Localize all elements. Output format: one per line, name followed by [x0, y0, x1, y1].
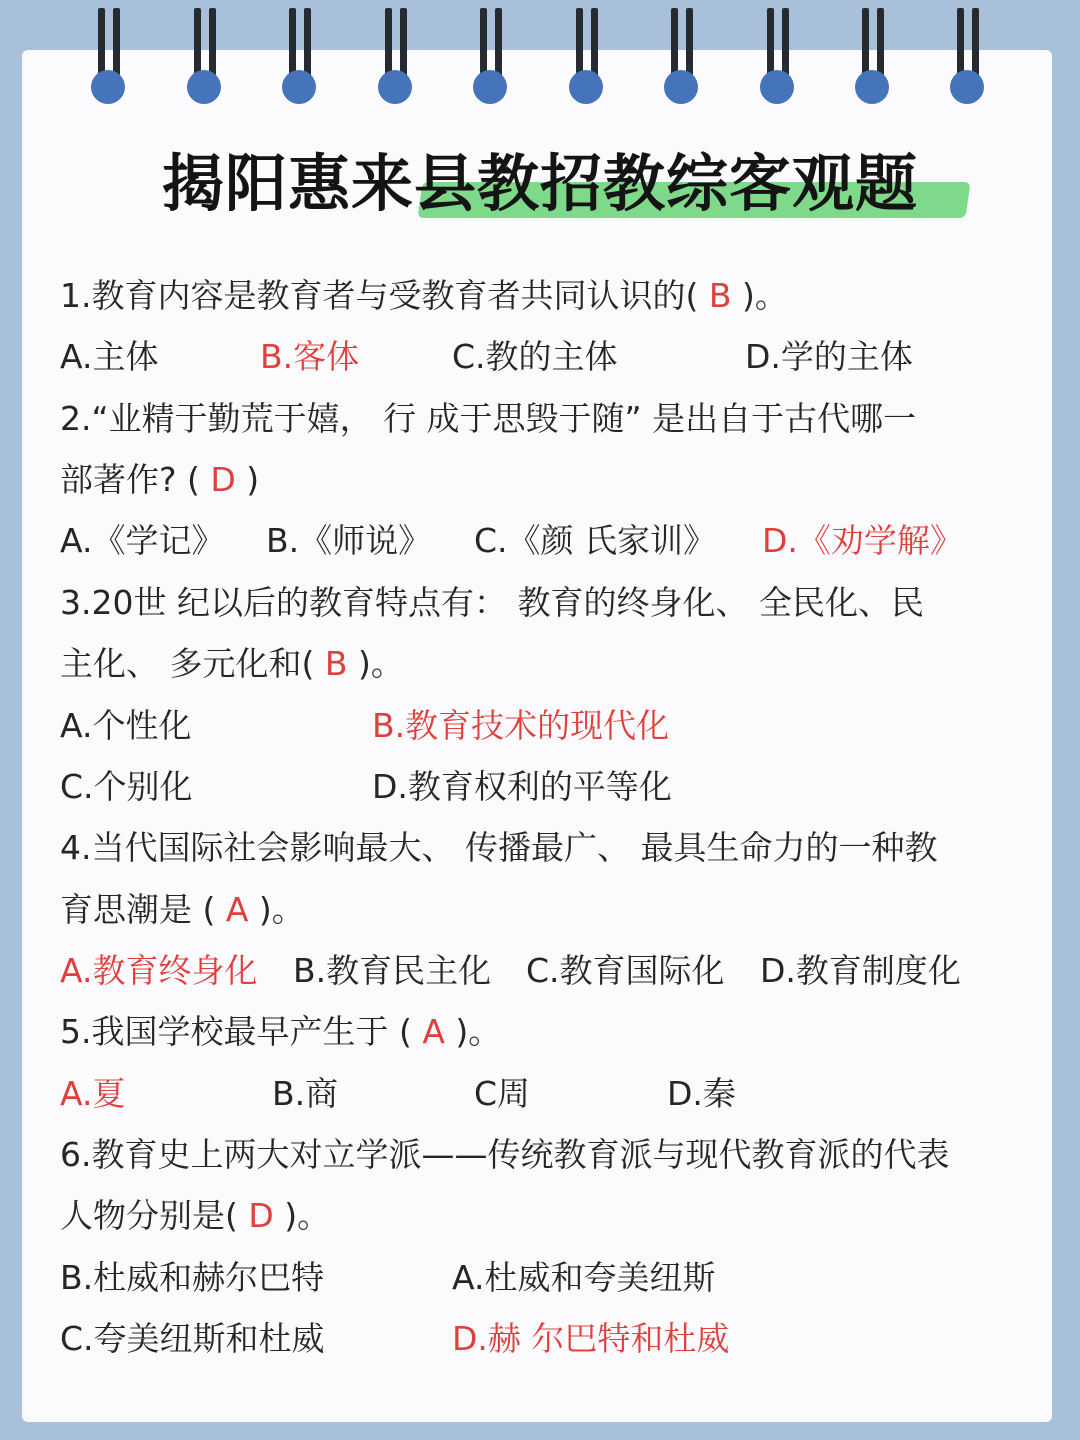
binder-ring — [89, 8, 129, 104]
q1-option-c: C.教的主体 — [452, 337, 618, 376]
answer-letter: B — [324, 644, 348, 683]
q4-option-b: B.教育民主化 — [293, 951, 492, 990]
question-text: )。 — [731, 276, 788, 315]
binder-ring — [280, 8, 320, 104]
question-text: 1.教育内容是教育者与受教育者共同认识的( — [60, 276, 709, 315]
binder-ring — [471, 8, 511, 104]
q6-option-4: D.赫 尔巴特和杜威 — [452, 1319, 730, 1358]
q5-option-d: D.秦 — [667, 1074, 736, 1113]
question-text: )。 — [347, 644, 404, 683]
page-title: 揭阳惠来县教招教综客观题 — [161, 147, 918, 220]
question-text: 5.我国学校最早产生于 ( — [60, 1012, 423, 1051]
binder-ring — [567, 8, 607, 104]
question-text: )。 — [444, 1012, 502, 1051]
question-text: )。 — [248, 890, 305, 929]
binder-ring — [758, 8, 798, 104]
q6-option-3: C.夸美纽斯和杜威 — [60, 1319, 325, 1358]
question-2-stem-line1: 2.“业精于勤荒于嬉， 行 成于思毁于随” 是出自于古代哪一 — [60, 399, 917, 438]
q1-option-a: A.主体 — [60, 337, 159, 376]
title-area — [0, 140, 1080, 230]
question-2-stem-line2 — [60, 460, 259, 500]
binder-rings — [0, 0, 1080, 110]
question-3-stem-line1: 3.20世 纪以后的教育特点有： 教育的终身化、 全民化、民 — [60, 583, 924, 622]
q3-option-c: C.个别化 — [60, 767, 193, 806]
q2-option-a: A.《学记》 — [60, 521, 225, 560]
question-4-stem-line1: 4.当代国际社会影响最大、 传播最广、 最具生命力的一种教 — [60, 828, 938, 867]
question-1-stem — [60, 276, 788, 316]
question-text: 育思潮是 ( — [60, 890, 226, 929]
question-6-stem-line1: 6.教育史上两大对立学派——传统教育派与现代教育派的代表 — [60, 1135, 950, 1174]
q6-option-1: B.杜威和赫尔巴特 — [60, 1258, 325, 1297]
question-5-stem — [60, 1012, 501, 1052]
q2-option-c: C.《颜 氏家训》 — [474, 521, 717, 560]
binder-ring — [376, 8, 416, 104]
binder-ring — [662, 8, 702, 104]
q2-option-b: B.《师说》 — [266, 521, 432, 560]
q5-option-a: A.夏 — [60, 1074, 126, 1113]
q4-option-c: C.教育国际化 — [526, 951, 725, 990]
q2-option-d: D.《劝学解》 — [762, 521, 963, 560]
question-text: 主化、 多元化和( — [60, 644, 325, 683]
answer-letter: B — [708, 276, 732, 315]
answer-letter: A — [422, 1012, 445, 1051]
binder-ring — [948, 8, 988, 104]
binder-ring — [185, 8, 225, 104]
q5-option-c: C周 — [474, 1074, 531, 1113]
q1-option-d: D.学的主体 — [745, 337, 913, 376]
binder-ring — [853, 8, 893, 104]
answer-letter: A — [225, 890, 249, 929]
q3-option-a: A.个性化 — [60, 706, 192, 745]
question-3-stem-line2 — [60, 644, 404, 684]
question-text: ) — [235, 460, 260, 499]
question-text: 人物分别是( — [60, 1196, 249, 1235]
question-text: 部著作? ( — [60, 460, 211, 499]
q1-option-b: B.客体 — [260, 337, 360, 376]
question-6-stem-line2 — [60, 1196, 330, 1236]
q4-option-a: A.教育终身化 — [60, 951, 258, 990]
answer-letter: D — [210, 460, 236, 499]
q4-option-d: D.教育制度化 — [760, 951, 961, 990]
question-4-stem-line2 — [60, 890, 305, 930]
answer-letter: D — [248, 1196, 274, 1235]
q3-option-d: D.教育权利的平等化 — [372, 767, 672, 806]
q6-option-2: A.杜威和夸美纽斯 — [452, 1258, 716, 1297]
question-text: )。 — [273, 1196, 331, 1235]
q3-option-b: B.教育技术的现代化 — [372, 706, 670, 745]
q5-option-b: B.商 — [272, 1074, 339, 1113]
